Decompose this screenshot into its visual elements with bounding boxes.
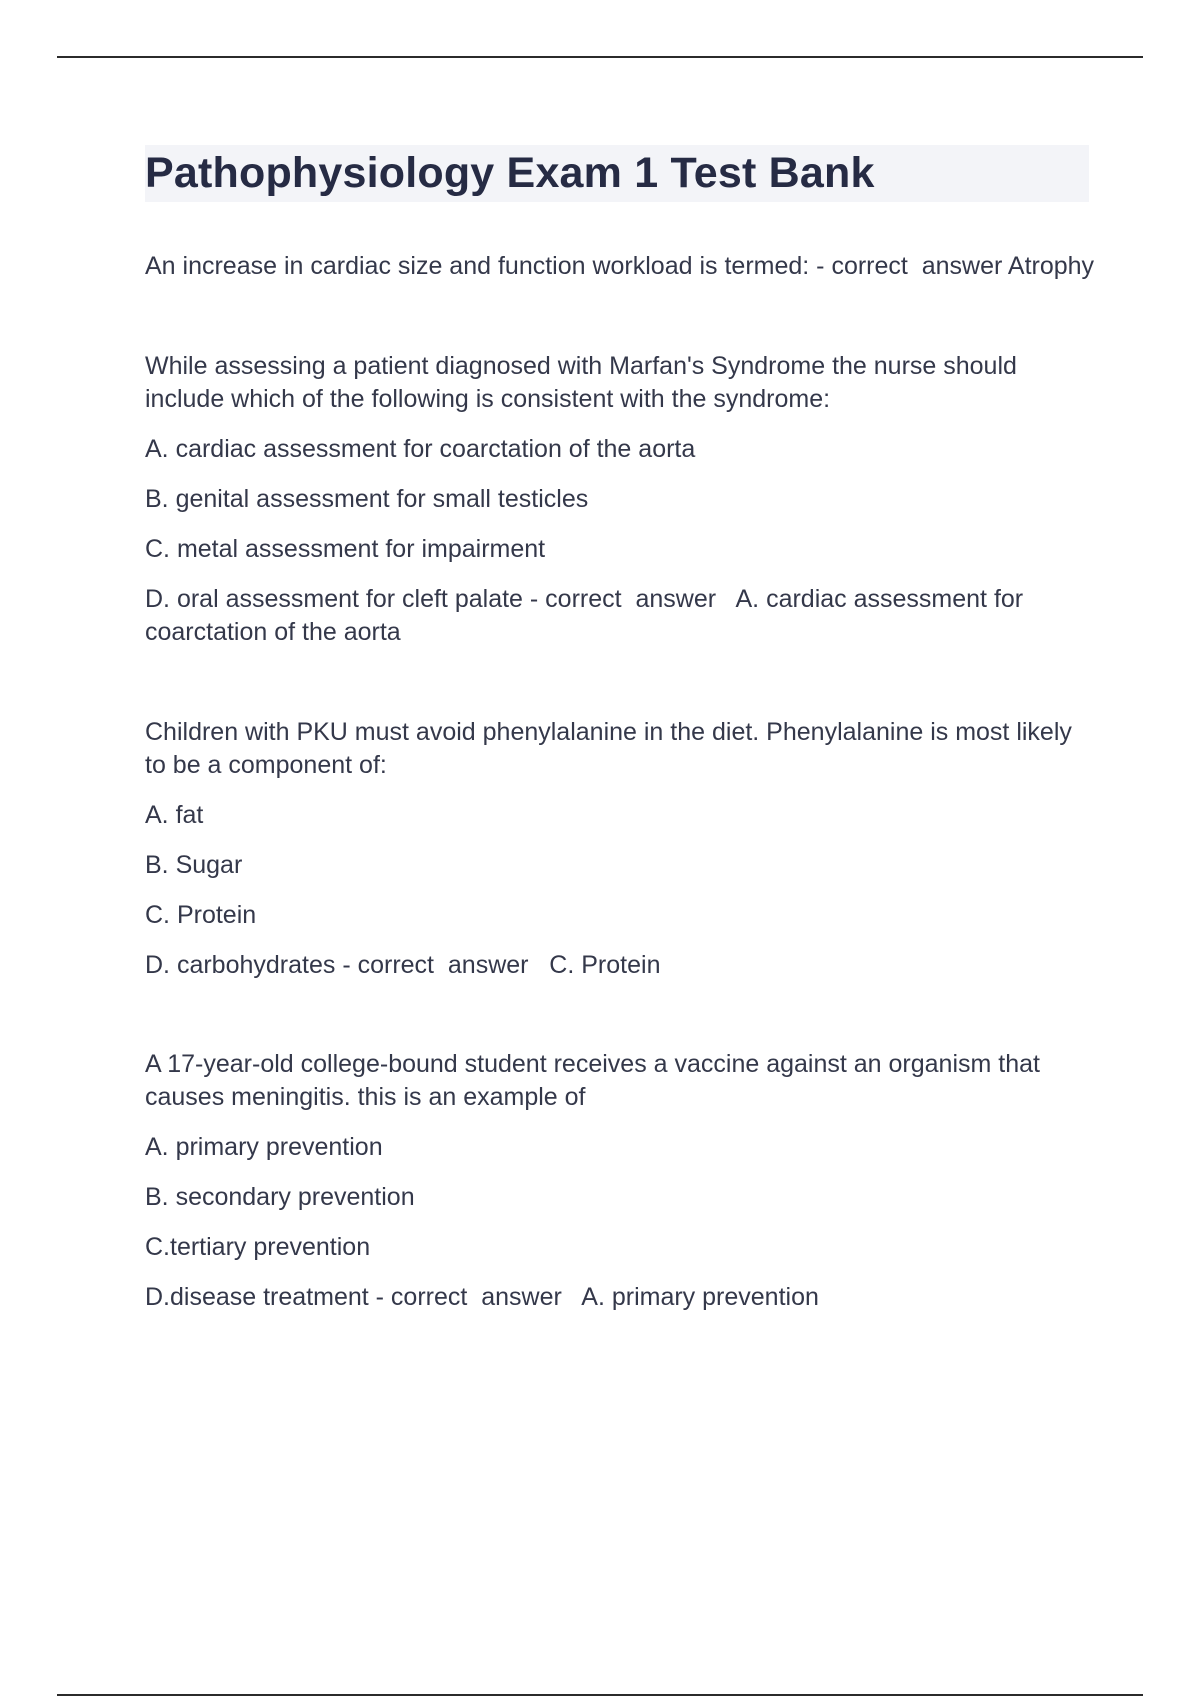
title-banner	[145, 145, 1089, 202]
answer-option-c: C.tertiary prevention	[145, 1233, 371, 1261]
answer-option-b: B. genital assessment for small testicles	[145, 485, 589, 513]
answer-option-c: C. metal assessment for impairment	[145, 535, 546, 563]
question-1	[145, 250, 1095, 283]
answer-option-a: A. cardiac assessment for coarctation of the aorta	[145, 435, 696, 463]
question-text: While assessing a patient diagnosed with Marfan's Syndrome the nurse should include which of the following is consistent with the syndrome:	[145, 352, 1024, 413]
question-4	[145, 1048, 1095, 1314]
bottom-divider	[57, 1694, 1143, 1696]
question-3	[145, 716, 1095, 982]
answer-option-d: D.disease treatment - correct answer A. primary prevention	[145, 1283, 819, 1311]
top-divider	[57, 56, 1143, 58]
question-text: An increase in cardiac size and function workload is termed: - correct answer Atrophy	[145, 252, 1095, 280]
page-title: Pathophysiology Exam 1 Test Bank	[145, 149, 875, 197]
question-list	[145, 250, 1095, 1314]
answer-option-b: B. Sugar	[145, 851, 243, 879]
answer-option-a: A. fat	[145, 801, 204, 829]
question-text: Children with PKU must avoid phenylalanine in the diet. Phenylalanine is most likely to be a component of:	[145, 718, 1079, 779]
question-2	[145, 350, 1095, 649]
answer-option-d: D. oral assessment for cleft palate - correct answer A. cardiac assessment for coarctation of the aorta	[145, 585, 1031, 646]
answer-option-d: D. carbohydrates - correct answer C. Protein	[145, 951, 661, 979]
question-text: A 17-year-old college-bound student receives a vaccine against an organism that causes meningitis. this is an example of	[145, 1050, 1047, 1111]
answer-option-b: B. secondary prevention	[145, 1183, 415, 1211]
answer-option-c: C. Protein	[145, 901, 257, 929]
answer-option-a: A. primary prevention	[145, 1133, 383, 1161]
